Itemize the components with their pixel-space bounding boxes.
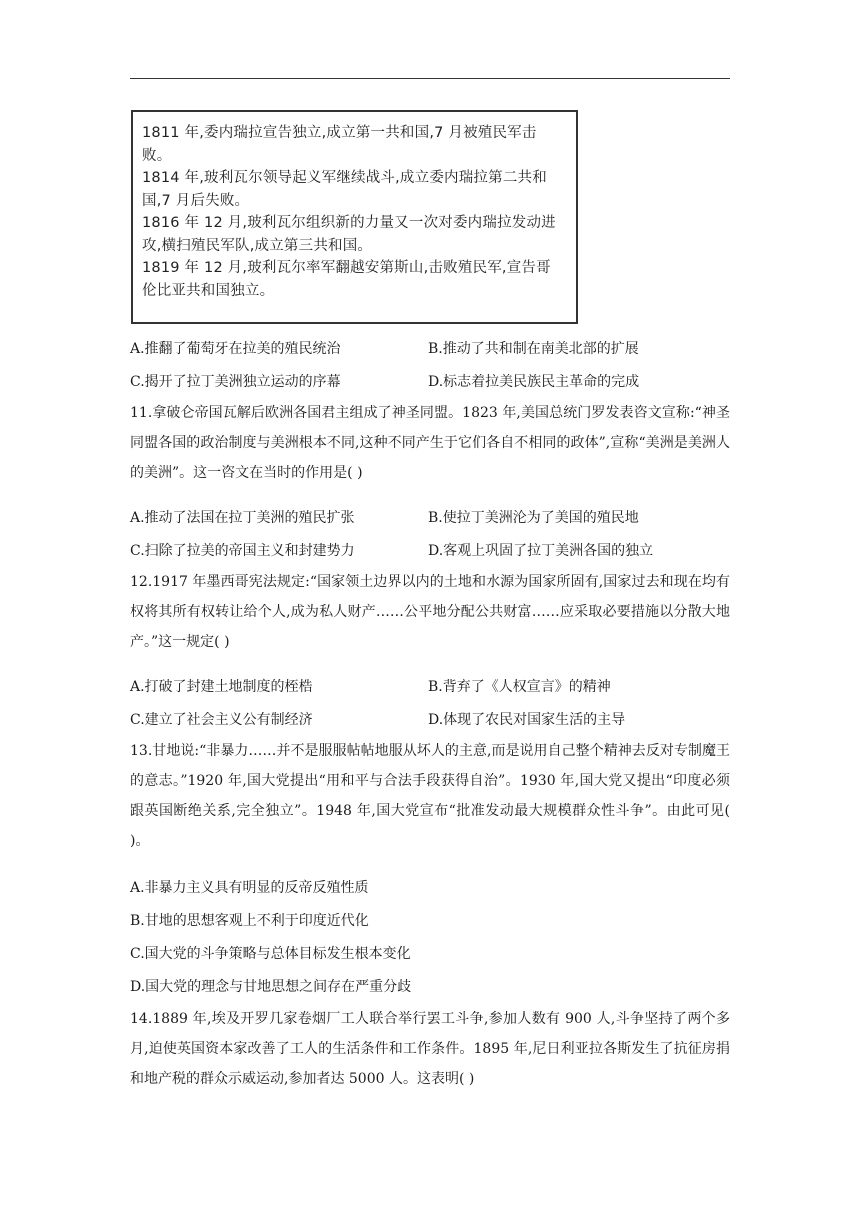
q10-option-b: B.推动了共和制在南美北部的扩展 — [428, 341, 639, 357]
q11-option-d: D.客观上巩固了拉丁美洲各国的独立 — [428, 543, 654, 559]
q10-option-a: A.推翻了葡萄牙在拉美的殖民统治 — [130, 341, 341, 357]
q11-option-b: B.使拉丁美洲沦为了美国的殖民地 — [428, 510, 639, 526]
q11-stem-text: 11.拿破仑帝国瓦解后欧洲各国君主组成了神圣同盟。1823 年,美国总统门罗发表咨文宣称:“神圣同盟各国的政治制度与美洲根本不同,这种不同产生于它们各自不相同的政体”,宣称“美洲是美洲人的美洲”。这一咨文在当时的作用是( ) — [130, 405, 730, 481]
q14-stem-text: 14.1889 年,埃及开罗几家卷烟厂工人联合举行罢工斗争,参加人数有 900 人,斗争坚持了两个多月,迫使英国资本家改善了工人的生活条件和工作条件。1895 年,尼日利亚拉各斯发生了抗征房捐和地产税的群众示威运动,参加者达 5000 人。这表明( ) — [130, 1011, 730, 1087]
q13-option-b: B.甘地的思想客观上不利于印度近代化 — [130, 913, 369, 929]
q12-option-c: C.建立了社会主义公有制经济 — [130, 712, 313, 728]
q13-stem — [130, 736, 730, 856]
material-line-1811: 1811 年,委内瑞拉宣告独立,成立第一共和国,7 月被殖民军击败。 — [142, 125, 537, 164]
q14-stem — [130, 1004, 730, 1094]
material-line-1814: 1814 年,玻利瓦尔领导起义军继续战斗,成立委内瑞拉第二共和国,7 月后失败。 — [142, 170, 547, 209]
q10-option-d: D.标志着拉美民族民主革命的完成 — [428, 374, 640, 390]
q11-stem — [130, 398, 730, 488]
q11-option-a: A.推动了法国在拉丁美洲的殖民扩张 — [130, 510, 355, 526]
material-box — [131, 110, 578, 324]
q12-option-b: B.背弃了《人权宣言》的精神 — [428, 679, 611, 695]
q12-stem-text: 12.1917 年墨西哥宪法规定:“国家领土边界以内的土地和水源为国家所固有,国家过去和现在均有权将其所有权转让给个人,成为私人财产……公平地分配公共财富……应采取必要措施以分散大地产。”这一规定( ) — [130, 574, 730, 650]
material-line-1819: 1819 年 12 月,玻利瓦尔率军翻越安第斯山,击败殖民军,宣告哥伦比亚共和国独立。 — [142, 260, 551, 299]
q10-option-c: C.揭开了拉丁美洲独立运动的序幕 — [130, 374, 341, 390]
q13-option-d: D.国大党的理念与甘地思想之间存在严重分歧 — [130, 979, 412, 995]
q13-option-c: C.国大党的斗争策略与总体目标发生根本变化 — [130, 946, 411, 962]
material-line-1816: 1816 年 12 月,玻利瓦尔组织新的力量又一次对委内瑞拉发动进攻,横扫殖民军队,成立第三共和国。 — [142, 215, 556, 254]
q12-option-d: D.体现了农民对国家生活的主导 — [428, 712, 626, 728]
q13-stem-text: 13.甘地说:“非暴力……并不是服服帖帖地服从坏人的主意,而是说用自己整个精神去反对专制魔王的意志。”1920 年,国大党提出“用和平与合法手段获得自治”。1930 年,国大党又提出“印度必须跟英国断绝关系,完全独立”。1948 年,国大党宣布“批准发动最大规模群众性斗争”。由此可见( )。 — [130, 743, 730, 849]
header-rule — [130, 78, 730, 79]
q12-stem — [130, 567, 730, 657]
q12-option-a: A.打破了封建土地制度的桎梏 — [130, 679, 313, 695]
q11-option-c: C.扫除了拉美的帝国主义和封建势力 — [130, 543, 355, 559]
q13-option-a: A.非暴力主义具有明显的反帝反殖性质 — [130, 880, 369, 896]
